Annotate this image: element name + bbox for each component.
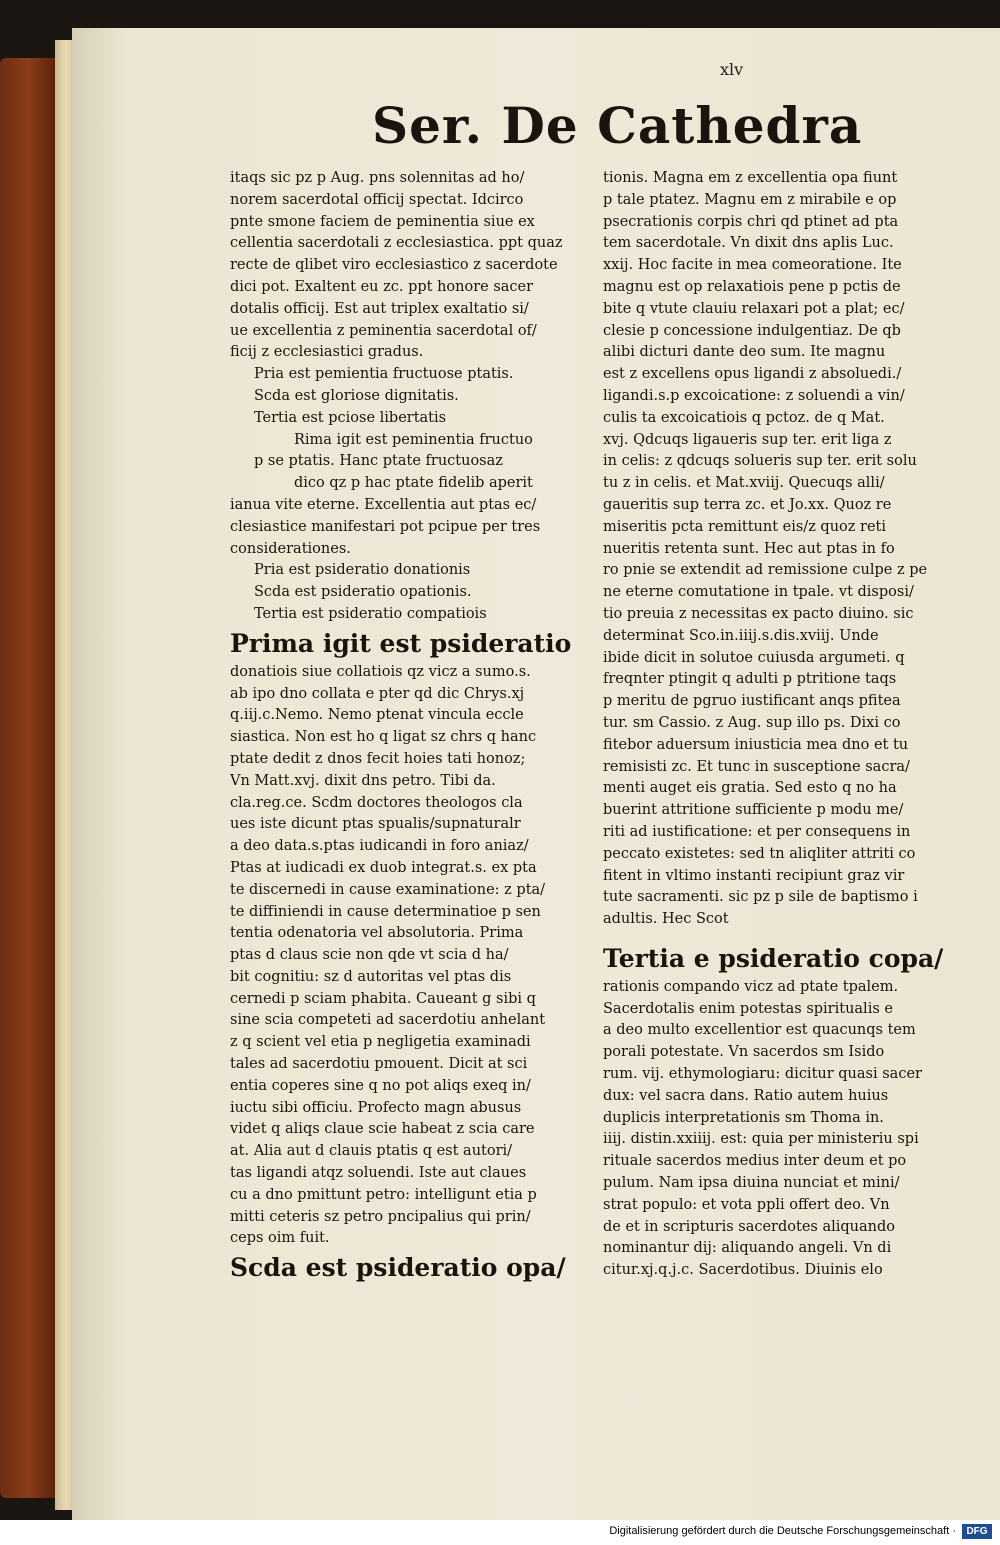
right-text-column bbox=[603, 168, 971, 1282]
text-line: p tale ptatez. Magnu em z mirabile e op bbox=[603, 191, 897, 208]
text-line: tur. sm Cassio. z Aug. sup illo ps. Dixi co bbox=[603, 714, 901, 731]
text-line: cellentia sacerdotali z ecclesiastica. ppt quaz bbox=[230, 235, 563, 252]
text-line: tas ligandi atqz soluendi. Iste aut claues bbox=[230, 1165, 527, 1182]
outline-item: Pria est pemientia fructuose ptatis. bbox=[254, 366, 514, 383]
text-line: iuctu sibi officiu. Profecto magn abusus bbox=[230, 1099, 522, 1116]
outline-item: Scda est psideratio opationis. bbox=[254, 584, 472, 601]
text-line: recte de qlibet viro ecclesiastico z sacerdote bbox=[230, 257, 558, 274]
text-line: porali potestate. Vn sacerdos sm Isido bbox=[603, 1044, 885, 1061]
text-line: dotalis officij. Est aut triplex exaltatio si/ bbox=[230, 300, 529, 317]
left-text-column bbox=[230, 168, 596, 1286]
text-line: tio preuia z necessitas ex pacto diuino. sic bbox=[603, 605, 914, 622]
text-line: tentia odenatoria vel absolutoria. Prima bbox=[230, 925, 524, 942]
text-line: tem sacerdotale. Vn dixit dns aplis Luc. bbox=[603, 235, 894, 252]
text-line: ptate dedit z dnos fecit hoies tati honoz; bbox=[230, 750, 526, 767]
text-line: pulum. Nam ipsa diuina nunciat et mini/ bbox=[603, 1175, 900, 1192]
text-line: entia coperes sine q no pot aliqs exeq in/ bbox=[230, 1077, 531, 1094]
text-line: considerationes. bbox=[230, 540, 351, 557]
text-line: remisisti zc. Et tunc in susceptione sacra/ bbox=[603, 758, 910, 775]
text-line: itaqs sic pz p Aug. pns solennitas ad ho/ bbox=[230, 170, 525, 186]
text-line: alibi dicturi dante deo sum. Ite magnu bbox=[603, 344, 886, 361]
text-line: ficij z ecclesiastici gradus. bbox=[230, 344, 424, 361]
text-line: ue excellentia z peminentia sacerdotal of/ bbox=[230, 322, 537, 339]
text-line: rationis compando vicz ad ptate tpalem. bbox=[603, 978, 899, 995]
text-line: dici pot. Exaltent eu zc. ppt honore sacer bbox=[230, 278, 534, 295]
outline-item: Tertia est psideratio compatiois bbox=[254, 605, 487, 622]
text-line: pnte smone faciem de peminentia siue ex bbox=[230, 213, 535, 230]
text-line: clesiastice manifestari pot pcipue per tres bbox=[230, 518, 541, 535]
text-line: ianua vite eterne. Excellentia aut ptas ec/ bbox=[230, 496, 537, 513]
text-line: gaueritis sup terra zc. et Jo.xx. Quoz re bbox=[603, 496, 892, 513]
text-line: mitti ceteris sz petro pncipalius qui prin/ bbox=[230, 1208, 531, 1225]
text-line: Ptas at iudicadi ex duob integrat.s. ex pta bbox=[230, 859, 537, 876]
text-line: videt q aliqs claue scie habeat z scia care bbox=[230, 1121, 535, 1138]
text-line: rituale sacerdos medius inter deum et po bbox=[603, 1153, 907, 1170]
text-line: rum. vij. ethymologiaru: dicitur quasi sacer bbox=[603, 1066, 922, 1083]
text-line: ligandi.s.p excoicatione: z soluendi a vin/ bbox=[603, 387, 905, 404]
text-line: xvj. Qdcuqs ligaueris sup ter. erit liga z bbox=[603, 431, 892, 448]
outline-item: Tertia est pciose libertatis bbox=[254, 409, 447, 426]
text-line: in celis: z qdcuqs solueris sup ter. erit solu bbox=[603, 453, 917, 470]
text-line: nueritis retenta sunt. Hec aut ptas in fo bbox=[603, 540, 895, 557]
text-line: ptas d claus scie non qde vt scia d ha/ bbox=[230, 947, 509, 964]
text-line: cla.reg.ce. Scdm doctores theologos cla bbox=[230, 794, 523, 811]
text-line: psecrationis corpis chri qd ptinet ad pta bbox=[603, 213, 899, 230]
text-line: culis ta excoicatiois q pctoz. de q Mat. bbox=[603, 409, 885, 426]
text-line: magnu est op relaxatiois pene p pctis de bbox=[603, 278, 901, 295]
section-heading: Scda est psideratio opa/ bbox=[230, 1253, 566, 1283]
text-line: xxij. Hoc facite in mea comeoratione. Ite bbox=[603, 257, 902, 274]
text-line: ibide dicit in solutoe cuiusda argumeti. q bbox=[603, 649, 905, 666]
text-line: ceps oim fuit. bbox=[230, 1230, 330, 1247]
text-line: p meritu de pgruo iustificant anqs pfitea bbox=[603, 693, 901, 710]
section-heading: Tertia e psideratio copa/ bbox=[603, 943, 944, 973]
text-line: freqnter ptingit q adulti p ptritione taqs bbox=[603, 671, 897, 688]
text-line: est z excellens opus ligandi z absoluedi./ bbox=[603, 366, 902, 383]
text-line: te diffiniendi in cause determinatioe p sen bbox=[230, 903, 541, 920]
text-line: bit cognitiu: sz d autoritas vel ptas dis bbox=[230, 968, 512, 985]
text-line: ne eterne comutatione in tpale. vt disposi/ bbox=[603, 584, 914, 601]
text-line: ues iste dicunt ptas spualis/supnaturalr bbox=[230, 816, 521, 833]
text-line: q.iij.c.Nemo. Nemo ptenat vincula eccle bbox=[230, 707, 524, 724]
text-line: iiij. distin.xxiiij. est: quia per ministeriu spi bbox=[603, 1131, 919, 1148]
text-line: cernedi p sciam phabita. Caueant g sibi q bbox=[230, 990, 536, 1007]
text-line: a deo multo excellentior est quacunqs tem bbox=[603, 1022, 916, 1039]
text-line: miseritis pcta remittunt eis/z quoz reti bbox=[603, 518, 887, 535]
text-line: peccato existetes: sed tn aliqliter attriti co bbox=[603, 845, 916, 862]
text-line: sine scia competeti ad sacerdotiu anhelant bbox=[230, 1012, 546, 1029]
text-line: Vn Matt.xvj. dixit dns petro. Tibi da. bbox=[230, 772, 496, 789]
text-line: Sacerdotalis enim potestas spiritualis e bbox=[603, 1000, 893, 1017]
text-line: fitebor aduersum iniusticia mea dno et tu bbox=[603, 736, 909, 753]
text-line: cu a dno pmittunt petro: intelligunt etia p bbox=[230, 1186, 537, 1203]
outline-item: Pria est psideratio donationis bbox=[254, 562, 471, 579]
text-line: buerint attritione sufficiente p modu me/ bbox=[603, 802, 904, 819]
text-line: te discernedi in cause examinatione: z pta/ bbox=[230, 881, 546, 898]
text-line: ro pnie se extendit ad remissione culpe z pe bbox=[603, 562, 928, 579]
text-line: dico qz p hac ptate fidelib aperit bbox=[294, 475, 533, 492]
text-line: strat populo: et vota ppli offert deo. Vn bbox=[603, 1196, 890, 1213]
text-line: duplicis interpretationis sm Thoma in. bbox=[603, 1109, 884, 1126]
text-line: ab ipo dno collata e pter qd dic Chrys.xj bbox=[230, 685, 525, 702]
text-line: menti auget eis gratia. Sed esto q no ha bbox=[603, 780, 897, 797]
text-line: tionis. Magna em z excellentia opa fiunt bbox=[603, 170, 898, 186]
text-line: determinat Sco.in.iiij.s.dis.xviij. Unde bbox=[603, 627, 879, 644]
text-line: Rima igit est peminentia fructuo bbox=[294, 431, 533, 448]
text-line: nominantur dij: aliquando angeli. Vn di bbox=[603, 1240, 892, 1257]
text-line: a deo data.s.ptas iudicandi in foro aniaz/ bbox=[230, 838, 529, 855]
text-line: tute sacramenti. sic pz p sile de baptismo i bbox=[603, 889, 918, 906]
footer-credit: Digitalisierung gefördert durch die Deutsche Forschungsgemeinschaft · bbox=[609, 1525, 956, 1537]
text-line: bite q vtute clauiu relaxari pot a plat; ec/ bbox=[603, 300, 905, 317]
section-heading: Prima igit est psideratio bbox=[230, 628, 572, 658]
outline-item: Scda est gloriose dignitatis. bbox=[254, 387, 459, 404]
text-line: adultis. Hec Scot bbox=[603, 911, 729, 928]
text-line: at. Alia aut d clauis ptatis q est autori/ bbox=[230, 1143, 513, 1160]
digitization-footer bbox=[0, 1520, 1000, 1545]
text-line: siastica. Non est ho q ligat sz chrs q hanc bbox=[230, 729, 537, 746]
text-line: riti ad iustificatione: et per consequens in bbox=[603, 823, 911, 840]
text-line: clesie p concessione indulgentiaz. De qb bbox=[603, 322, 901, 339]
spacer bbox=[603, 931, 971, 941]
text-line: fitent in vltimo instanti recipiunt graz vir bbox=[603, 867, 905, 884]
dfg-logo: DFG bbox=[962, 1524, 992, 1539]
text-line: de et in scripturis sacerdotes aliquando bbox=[603, 1218, 895, 1235]
running-heading: Ser. De Cathedra bbox=[372, 96, 863, 155]
text-line: z q scient vel etia p negligetia examinadi bbox=[230, 1034, 531, 1051]
text-line: dux: vel sacra dans. Ratio autem huius bbox=[603, 1087, 889, 1104]
text-line: tales ad sacerdotiu pmouent. Dicit at sci bbox=[230, 1056, 528, 1073]
text-line: citur.xj.q.j.c. Sacerdotibus. Diuinis elo bbox=[603, 1262, 883, 1279]
initial-line: p se ptatis. Hanc ptate fructuosaz bbox=[254, 453, 503, 470]
folio-number: xlv bbox=[720, 60, 744, 79]
text-line: donatiois siue collatiois qz vicz a sumo.s. bbox=[230, 663, 531, 680]
text-line: norem sacerdotal officij spectat. Idcirco bbox=[230, 191, 524, 208]
text-line: tu z in celis. et Mat.xviij. Quecuqs alli/ bbox=[603, 475, 885, 492]
